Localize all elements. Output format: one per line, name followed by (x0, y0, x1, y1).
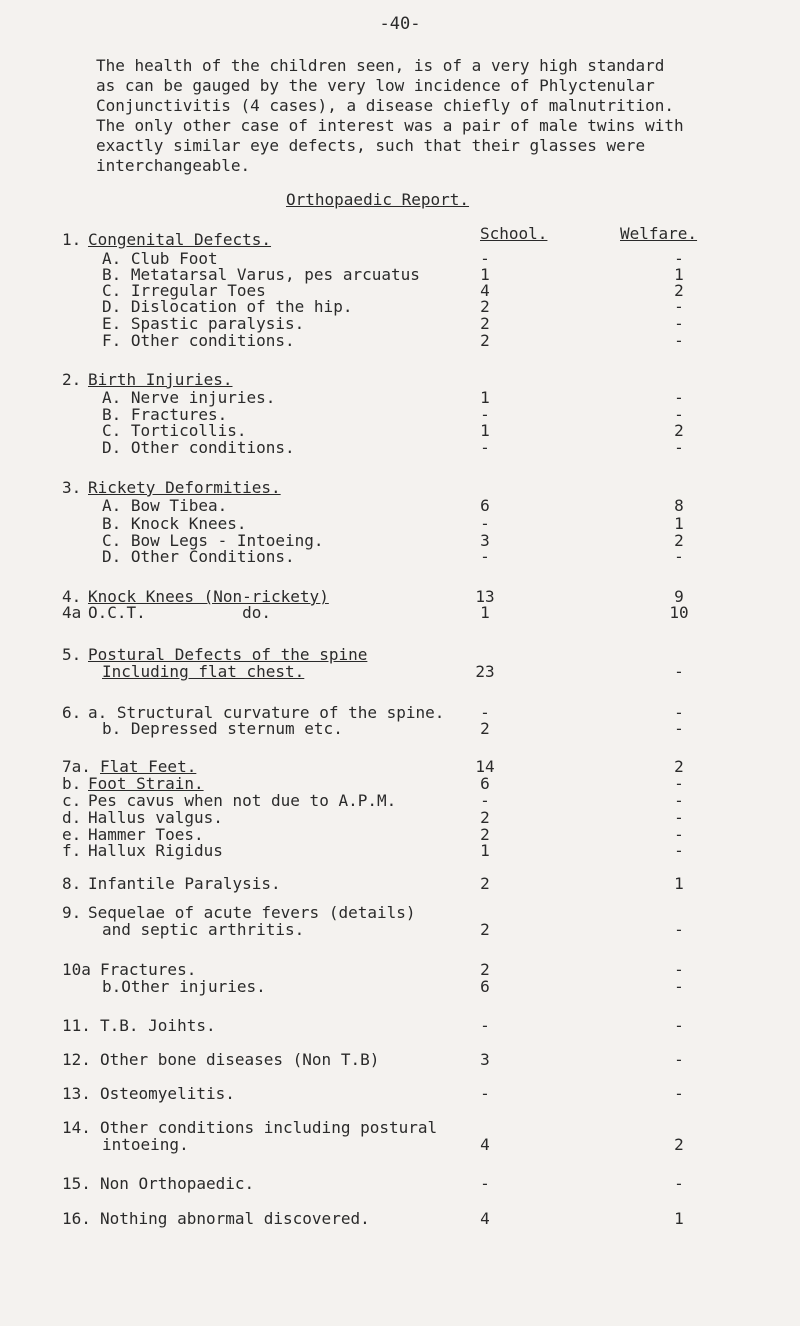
school-count: 1 (480, 388, 490, 407)
row-number: 6. (62, 703, 82, 722)
school-count: 2 (480, 874, 490, 893)
welfare-count: - (674, 1050, 684, 1069)
row-number: 7a. (62, 757, 91, 776)
school-count: - (480, 514, 490, 533)
row-label: Knock Knees (Non-rickety) (88, 587, 329, 606)
row-label: Osteomyelitis. (100, 1084, 235, 1103)
row-label: Flat Feet. (100, 757, 197, 776)
school-count: 3 (480, 1050, 490, 1069)
row-number: 4. (62, 587, 82, 606)
table-row (0, 331, 800, 351)
welfare-count: - (674, 331, 684, 350)
welfare-count: 2 (674, 531, 684, 550)
welfare-count: 2 (674, 757, 684, 776)
school-count: 2 (480, 314, 490, 333)
table-row (0, 1174, 800, 1194)
table-row (0, 496, 800, 516)
welfare-count: 2 (674, 421, 684, 440)
welfare-count: - (674, 774, 684, 793)
welfare-count: 9 (674, 587, 684, 606)
row-label: D. Dislocation of the hip. (102, 297, 353, 316)
row-label: Pes cavus when not due to A.P.M. (88, 791, 397, 810)
row-label: Including flat chest. (102, 662, 305, 681)
welfare-count: - (674, 297, 684, 316)
row-label: Hallux Rigidus (88, 841, 223, 860)
row-label: D. Other conditions. (102, 438, 295, 457)
school-count: - (480, 703, 490, 722)
table-row (0, 230, 800, 250)
welfare-column-header: Welfare. (620, 224, 698, 243)
row-label: Birth Injuries. (88, 370, 233, 389)
table-row (0, 719, 800, 739)
row-number: 9. (62, 903, 82, 922)
school-count: - (480, 438, 490, 457)
row-label: b.Other injuries. (102, 977, 266, 996)
school-count: - (480, 791, 490, 810)
welfare-count: - (674, 960, 684, 979)
welfare-count: 8 (674, 496, 684, 515)
welfare-count: - (674, 662, 684, 681)
table-row (0, 1016, 800, 1036)
row-label: Other conditions including postural (100, 1118, 438, 1137)
row-label: Other bone diseases (Non T.B) (100, 1050, 380, 1069)
welfare-count: 2 (674, 281, 684, 300)
welfare-count: - (674, 920, 684, 939)
school-count: 6 (480, 774, 490, 793)
school-count: 2 (480, 960, 490, 979)
row-label: F. Other conditions. (102, 331, 295, 350)
welfare-count: - (674, 1016, 684, 1035)
row-label: T.B. Joihts. (100, 1016, 216, 1035)
school-count: 6 (480, 496, 490, 515)
row-label: B. Fractures. (102, 405, 228, 424)
welfare-count: - (674, 703, 684, 722)
intro-line: interchangeable. (96, 156, 251, 175)
row-label: a. Structural curvature of the spine. (88, 703, 445, 722)
school-count: 3 (480, 531, 490, 550)
row-label: C. Irregular Toes (102, 281, 266, 300)
welfare-count: - (674, 808, 684, 827)
school-count: 1 (480, 421, 490, 440)
school-count: 4 (480, 281, 490, 300)
school-count: - (480, 547, 490, 566)
welfare-count: - (674, 547, 684, 566)
table-row (0, 977, 800, 997)
row-label: Hallus valgus. (88, 808, 223, 827)
row-number: 1. (62, 230, 82, 249)
row-label: E. Spastic paralysis. (102, 314, 305, 333)
row-label: Nothing abnormal discovered. (100, 1209, 370, 1228)
row-label: and septic arthritis. (102, 920, 305, 939)
row-number: e. (62, 825, 82, 844)
school-count: 2 (480, 808, 490, 827)
intro-line: Conjunctivitis (4 cases), a disease chiefly of malnutrition. (96, 96, 674, 115)
welfare-count: - (674, 388, 684, 407)
school-count: - (480, 1016, 490, 1035)
row-number: b. (62, 774, 82, 793)
row-label: B. Knock Knees. (102, 514, 247, 533)
welfare-count: - (674, 1174, 684, 1193)
row-label: B. Metatarsal Varus, pes arcuatus (102, 265, 420, 284)
school-count: 6 (480, 977, 490, 996)
row-label: A. Nerve injuries. (102, 388, 276, 407)
row-number: 12. (62, 1050, 91, 1069)
row-label: D. Other Conditions. (102, 547, 295, 566)
row-number: 10a (62, 960, 91, 979)
table-row (0, 920, 800, 940)
row-label: Congenital Defects. (88, 230, 272, 249)
school-count: 13 (475, 587, 495, 606)
row-label: Rickety Deformities. (88, 478, 281, 497)
row-number: 14. (62, 1118, 91, 1137)
table-row (0, 1135, 800, 1155)
row-label: Sequelae of acute fevers (details) (88, 903, 416, 922)
welfare-count: 2 (674, 1135, 684, 1154)
school-count: 1 (480, 265, 490, 284)
welfare-count: - (674, 841, 684, 860)
row-label: Non Orthopaedic. (100, 1174, 255, 1193)
row-number: 15. (62, 1174, 91, 1193)
intro-line: The health of the children seen, is of a very high standard (96, 56, 665, 75)
row-label: Postural Defects of the spine (88, 645, 368, 664)
school-count: - (480, 405, 490, 424)
welfare-count: 1 (674, 514, 684, 533)
table-row (0, 1209, 800, 1229)
row-label: intoeing. (102, 1135, 189, 1154)
intro-line: as can be gauged by the very low incidence of Phlyctenular (96, 76, 655, 95)
school-count: 2 (480, 297, 490, 316)
welfare-count: 1 (674, 1209, 684, 1228)
school-count: 2 (480, 825, 490, 844)
table-row (0, 874, 800, 894)
welfare-count: - (674, 719, 684, 738)
row-number: 16. (62, 1209, 91, 1228)
row-label: C. Torticollis. (102, 421, 247, 440)
row-label: Foot Strain. (88, 774, 204, 793)
table-row (0, 841, 800, 861)
row-label: Fractures. (100, 960, 197, 979)
welfare-count: 1 (674, 265, 684, 284)
school-count: - (480, 1084, 490, 1103)
table-row (0, 438, 800, 458)
report-title: Orthopaedic Report. (286, 190, 470, 209)
row-label: A. Bow Tibea. (102, 496, 228, 515)
intro-paragraph (96, 56, 736, 176)
row-label: b. Depressed sternum etc. (102, 719, 343, 738)
school-count: 4 (480, 1209, 490, 1228)
table-row (0, 1084, 800, 1104)
intro-line: The only other case of interest was a pair of male twins with (96, 116, 684, 135)
row-number: c. (62, 791, 82, 810)
welfare-count: - (674, 405, 684, 424)
row-number: d. (62, 808, 82, 827)
welfare-count: - (674, 314, 684, 333)
row-number: 4a (62, 603, 82, 622)
welfare-count: - (674, 249, 684, 268)
school-count: 2 (480, 719, 490, 738)
row-label: C. Bow Legs - Intoeing. (102, 531, 324, 550)
table-row (0, 370, 800, 390)
table-row (0, 603, 800, 623)
welfare-count: - (674, 791, 684, 810)
row-number: 2. (62, 370, 82, 389)
school-count: 4 (480, 1135, 490, 1154)
school-count: 1 (480, 603, 490, 622)
row-label: O.C.T. do. (88, 603, 272, 622)
table-row (0, 478, 800, 498)
table-row (0, 662, 800, 682)
row-label: Hammer Toes. (88, 825, 204, 844)
school-count: 2 (480, 331, 490, 350)
row-number: 8. (62, 874, 82, 893)
row-label: A. Club Foot (102, 249, 218, 268)
school-count: 23 (475, 662, 495, 681)
intro-line: exactly similar eye defects, such that their glasses were (96, 136, 646, 155)
table-row (0, 1050, 800, 1070)
school-column-header: School. (480, 224, 548, 243)
welfare-count: 1 (674, 874, 684, 893)
welfare-count: 10 (669, 603, 689, 622)
welfare-count: - (674, 977, 684, 996)
row-number: 5. (62, 645, 82, 664)
row-number: 13. (62, 1084, 91, 1103)
welfare-count: - (674, 1084, 684, 1103)
table-row (0, 547, 800, 567)
school-count: 2 (480, 920, 490, 939)
school-count: - (480, 249, 490, 268)
row-number: f. (62, 841, 82, 860)
welfare-count: - (674, 825, 684, 844)
row-label: Infantile Paralysis. (88, 874, 281, 893)
school-count: 1 (480, 841, 490, 860)
row-number: 3. (62, 478, 82, 497)
row-number: 11. (62, 1016, 91, 1035)
school-count: - (480, 1174, 490, 1193)
school-count: 14 (475, 757, 495, 776)
page-number: -40- (379, 14, 421, 34)
welfare-count: - (674, 438, 684, 457)
